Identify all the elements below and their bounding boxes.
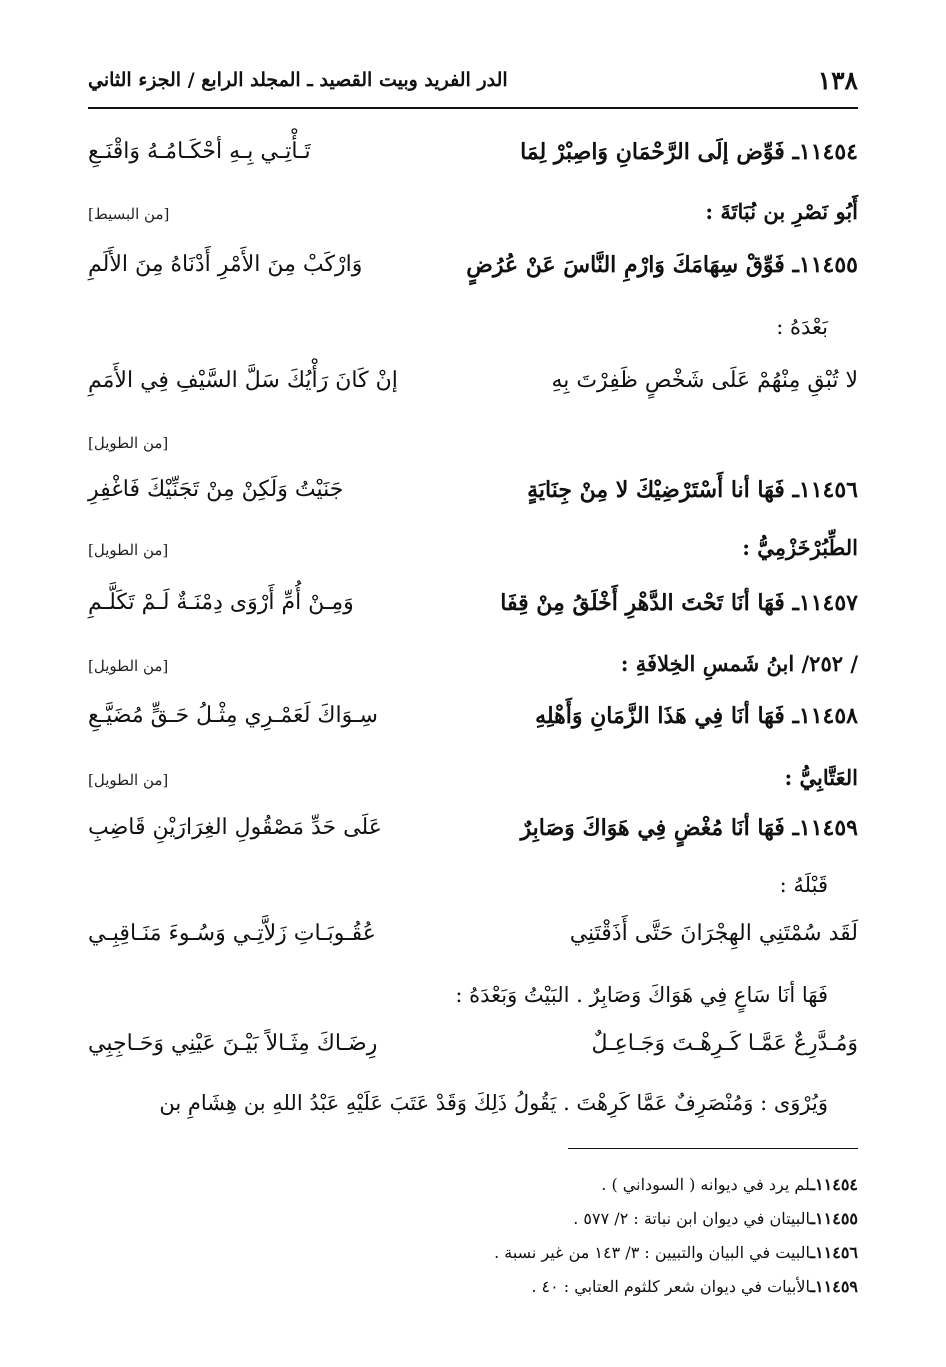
footnote [88, 1175, 858, 1209]
footnote-number: ١١٤٥٤ـ [810, 1175, 858, 1194]
footnote-text: البيتان في ديوان ابن نباتة : ٢/ ٥٧٧ . [573, 1209, 811, 1228]
verse-follow-up [88, 368, 858, 408]
poet-attribution [88, 199, 858, 239]
running-title: الدر الفريد وبيت القصيد ـ المجلد الرابع / الجزء الثاني [88, 69, 508, 91]
verse-first-hemistich: ١١٤٥٤ـ فَوِّض إلَى الرَّحْمَانِ وَاصِبْرْ لِمَا [520, 139, 858, 165]
poet-name: / ٢٥٢/ ابنُ شَمسِ الخِلافَةِ : [620, 651, 858, 676]
prose-text: فَهَا أنَا سَاعٍ فِي هَوَاكَ وَصَابِرٌ . البَيْتُ وَبَعْدَهُ : [455, 983, 828, 1007]
verse-second-hemistich: رِضَـاكَ مِثَـالاً بَيْـنَ عَيْنِي وَحَـاجِبِي [88, 1031, 378, 1056]
poet-name: أَبُو نَصْرِ بن نُبَاتَةَ : [705, 199, 858, 224]
footnote-number: ١١٤٥٦ـ [810, 1243, 858, 1262]
footnote-text: البيت في البيان والتبيين : ٣/ ١٤٣ من غير نسبة . [494, 1243, 811, 1262]
footnote [88, 1243, 858, 1277]
page-header [88, 60, 858, 100]
meter-label: [من الطويل] [88, 771, 169, 789]
verse-11458 [88, 703, 858, 743]
poet-name: الطِّبُرْخَزْمِيُّ : [742, 535, 858, 560]
poet-attribution [88, 651, 858, 691]
verse-preceding [88, 921, 858, 961]
verse-second-hemistich: وَارْكَبْ مِنَ الأَمْرِ أَدْنَاهُ مِنَ الأَلَمِ [88, 252, 363, 277]
meter-line [88, 428, 858, 468]
verse-first-hemistich: ١١٤٥٧ـ فَهَا أنَا تَحْتَ الدَّهْرِ أَخْلَقُ مِنْ قِفَا [500, 590, 858, 616]
meter-label: [من الطويل] [88, 657, 169, 675]
meter-label: [من الطويل] [88, 541, 169, 559]
header-divider [88, 107, 858, 109]
verse-second-hemistich: جَنَيْتُ وَلَكِنْ مِنْ تَجَنِّيْكَ فَاغْفِرِ [88, 477, 344, 502]
footnote [88, 1209, 858, 1243]
prose-line [88, 873, 858, 913]
footnote-number: ١١٤٥٩ـ [810, 1277, 858, 1296]
prose-text: بَعْدَهُ : [776, 315, 828, 339]
prose-text: قَبْلَهُ : [779, 873, 828, 897]
verse-11457 [88, 590, 858, 630]
page-number: ١٣٨ [817, 65, 858, 95]
footnote-divider [568, 1148, 858, 1149]
poet-attribution [88, 765, 858, 805]
verse-second-hemistich: سِـوَاكَ لَعَمْـرِي مِثْـلُ حَـقٍّ مُضَيَّـعِ [88, 703, 378, 728]
prose-text: وَيُرْوَى : وَمُنْصَرِفٌ عَمَّا كَرِهْتَ . يَقُولُ ذَلِكَ وَقَدْ عَتَبَ عَلَيْهِ عَبْدُ اللهِ بن هِشَامِ بن [159, 1091, 828, 1115]
verse-first-hemistich: وَمُـدَّرِعٌ عَمَّـا كَـرِهْـتَ وَجَـاعِـلٌ [591, 1031, 858, 1056]
prose-line [88, 983, 858, 1023]
poet-name: العَتَّابِيُّ : [784, 765, 858, 790]
verse-11456 [88, 477, 858, 517]
verse-second-hemistich: وَمِـنْ أُمِّ أَرْوَى دِمْنَـةٌ لَـمْ تَكَلَّـمِ [88, 590, 354, 615]
verse-second-hemistich: إنْ كَانَ رَأْيُكَ سَلَّ السَّيْفِ فِي الأَمَمِ [88, 368, 398, 393]
footnote-number: ١١٤٥٥ـ [810, 1209, 858, 1228]
meter-label: [من البسيط] [88, 205, 170, 223]
verse-second-hemistich: تَـأْتِـي بِـهِ أحْكَـامُـهُ وَاقْنَـعِ [88, 139, 311, 164]
verse-11455 [88, 252, 858, 292]
verse-first-hemistich: ١١٤٥٨ـ فَهَا أنَا فِي هَذَا الزَّمَانِ وَأَهْلِهِ [535, 703, 858, 729]
footnotes [88, 1175, 858, 1311]
prose-line [88, 1091, 858, 1131]
verse-first-hemistich: ١١٤٥٥ـ فَوِّقْ سِهَامَكَ وَارْمِ النَّاسَ عَنْ عُرُضٍ [466, 252, 858, 278]
verse-first-hemistich: لَقَد سُمْتَنِي الهِجْرَانَ حَتَّى أَذَقْتَنِي [569, 921, 858, 946]
verse-first-hemistich: ١١٤٥٦ـ فَهَا أنا أَسْتَرْضِيْكَ لا مِنْ جِنَايَةٍ [527, 477, 858, 503]
prose-line [88, 315, 858, 355]
verse-first-hemistich: لا تُبْقِ مِنْهُمْ عَلَى شَخْصٍ ظَفِرْتَ بِهِ [551, 368, 858, 393]
footnote-text: لم يرد في ديوانه ( السوداني ) . [601, 1175, 811, 1194]
poet-attribution [88, 535, 858, 575]
verse-11459 [88, 815, 858, 855]
verse-second-hemistich: عُقُـوبَـاتِ زَلاَّتِـي وَسُـوءَ مَنَـاقِبِـي [88, 921, 376, 946]
footnote [88, 1277, 858, 1311]
verse-first-hemistich: ١١٤٥٩ـ فَهَا أنَا مُغْضٍ فِي هَوَاكَ وَصَابِرٌ [520, 815, 858, 841]
footnote-text: الأبيات في ديوان شعر كلثوم العتابي : ٤٠ . [531, 1277, 811, 1296]
verse-second-hemistich: عَلَى حَدِّ مَصْقُولِ الغِرَارَيْنِ قَاضِبِ [88, 815, 382, 840]
verse-11454 [88, 139, 858, 179]
verse-following [88, 1031, 858, 1071]
meter-label: [من الطويل] [88, 434, 169, 452]
